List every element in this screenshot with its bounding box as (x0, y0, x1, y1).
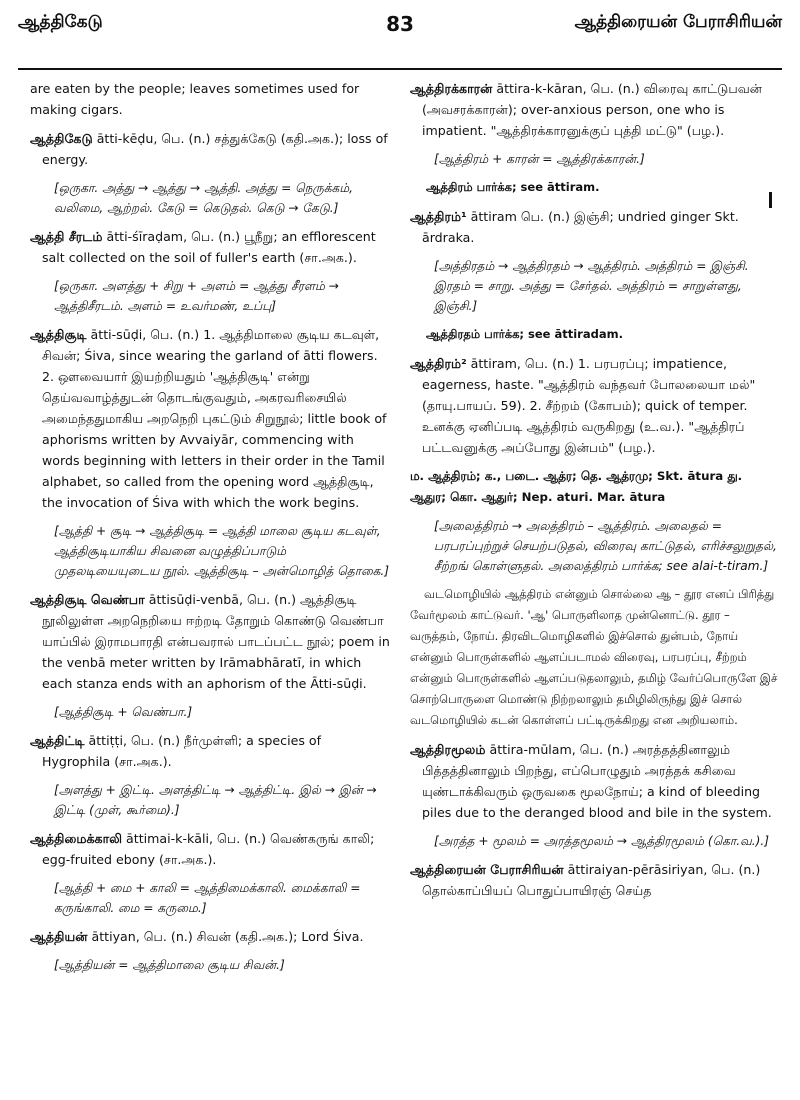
entry-body: āttira-mūlam, பெ. (n.) அரத்தத்தினாலும் பித்தத்தினாலும் பிறந்து, எப்பொழுதும் அரத்தக் கசிவை யுண்டாக்கிவரும் ஒருவகை மூலநோய்; a kind of bleeding piles due to the deranged blood and bile in the system. (422, 742, 772, 820)
headword: ஆத்திரம்² (410, 356, 467, 371)
right-guide-word: ஆத்திரையன் பேராசிரியன் (574, 12, 782, 32)
etymology: [ஒருகா. அத்து → ஆத்து → ஆத்தி. அத்து = நெருக்கம், வலிமை, ஆற்றல். கேடு = கெடுதல். கெடு → கேடு.] (54, 181, 354, 215)
headword: ஆத்தி சீரடம் (30, 229, 103, 244)
margin-mark (769, 192, 772, 208)
entry (30, 589, 392, 694)
entry-body: āttira-k-kāran, பெ. (n.) விரைவு காட்டுபவன் (அவசரக்காரன்); over-anxious person, one who is impatient. "ஆத்திரக்காரனுக்குப் புத்தி மட்டு" (பழ.). (422, 81, 762, 138)
entry (410, 353, 780, 458)
page-header (18, 12, 782, 60)
headword: ஆத்தியன் (30, 929, 88, 944)
entry-body: āttiram பெ. (n.) இஞ்சி; undried ginger Skt. ārdraka. (422, 209, 739, 245)
etymology: [ஆத்திசூடி + வெண்பா.] (54, 705, 193, 719)
entry-body: āttiṭṭi, பெ. (n.) நீர்முள்ளி; a species of Hygrophila (சா.அக.). (42, 733, 322, 769)
etymology: [அளத்து + இட்டி. அளத்திட்டி → ஆத்திட்டி. இல் → இன் → இட்டி (முள், கூர்மை).] (54, 783, 377, 817)
entry-body: āttiraiyan-pērāsiriyan, பெ. (n.) தொல்காப்பியப் பொதுப்பாயிரஞ் செய்த (422, 862, 761, 898)
entry-body: āttisūḍi-venbā, பெ. (n.) ஆத்திசூடி நூலிலுள்ள அறநெறியை ஈற்றடி தோறும் கொண்டு வெண்பா யாப்பில் இராமபாரதி என்பவரால் பாடப்பட்ட நூல்; poem in the venbā meter written by Irāmabhāratī, in which each stanza ends with an aphorism of the Ātti-sūḍi. (42, 592, 390, 691)
headword: ஆத்திசூடி வெண்பா (30, 592, 145, 607)
cross-reference: ஆத்திரம் பார்க்க; see āttiram. (426, 180, 600, 194)
left-guide-word: ஆத்திகேடு (18, 12, 103, 32)
etymology: [ஆத்தியன் = ஆத்திமாலை சூடிய சிவன்.] (54, 958, 285, 972)
header-rule (18, 68, 782, 70)
page-number: 83 (386, 12, 414, 36)
headword: ஆத்திரம்¹ (410, 209, 467, 224)
entry-body: āttiram, பெ. (n.) 1. பரபரப்பு; impatience, eagerness, haste. "ஆத்திரம் வந்தவர் போலலையா மல்" (தாயு.பாயப். 59). 2. சீற்றம் (கோபம்); quick of temper. உனக்கு ஏனிப்படி ஆத்திரம் வருகிறது (உ.வ.). "ஆத்திரப் பட்டவனுக்கு அப்போது இன்பம்" (பழ.). (422, 356, 756, 455)
etymology: [ஒருகா. அளத்து + சிறு + அளம் = ஆத்து சீரளம் → ஆத்திசீரடம். அளம் = உவர்மண், உப்பு] (54, 279, 339, 313)
entry (30, 828, 392, 870)
entry (30, 324, 392, 513)
etymology: [அத்திரதம் → ஆத்திரதம் → ஆத்திரம். அத்திரம் = இஞ்சி. இரதம் = சாறு. அத்து = சேர்தல். அத்திரம் = சாறுள்ளது, இஞ்சி.] (434, 259, 749, 313)
cognates: ம. ஆத்திரம்; க., படை. ஆத்ர; தெ. ஆத்ரமு; Skt. ātura து. ஆதுர; கொ. ஆதுர்; Nep. aturi. Mar. ātura (410, 469, 743, 504)
entry (30, 128, 392, 170)
etymology: [ஆத்தி + மை + காலி = ஆத்திமைக்காலி. மைக்காலி = கருங்காலி. மை = கருமை.] (54, 881, 361, 915)
entry (30, 226, 392, 268)
continued-text: are eaten by the people; leaves sometimes used for making cigars. (30, 81, 360, 117)
entry-body: āttimai-k-kāli, பெ. (n.) வெண்கருங் காலி; egg-fruited ebony (சா.அக.). (42, 831, 375, 867)
cross-reference: ஆத்திரதம் பார்க்க; see āttiradam. (426, 327, 623, 341)
left-column (30, 78, 392, 983)
etymology: [அலைத்திரம் → அலத்திரம் – ஆத்திரம். அலைதல் = பரபரப்புற்றுச் செயற்படுதல், விரைவு காட்டுதல், எரிச்சலுறுதல், சீற்றங் கொள்ளுதல். அலைத்திரம் பார்க்க; see alai-t-tiram.] (434, 519, 777, 573)
etymology: [ஆத்திரம் + காரன் = ஆத்திரக்காரன்.] (434, 152, 645, 166)
entry (30, 730, 392, 772)
entry (410, 206, 780, 248)
entry-body: ātti-kēḍu, பெ. (n.) சத்துக்கேடு (கதி.அக.); loss of energy. (42, 131, 388, 167)
entry-body: āttiyan, பெ. (n.) சிவன் (கதி.அக.); Lord Śiva. (91, 929, 364, 944)
etymology: [ஆத்தி + சூடி → ஆத்திசூடி = ஆத்தி மாலை சூடிய கடவுள், ஆத்திசூடியாகிய சிவனை வழுத்திப்பாடும் முதலடியையுடைய நூல். ஆத்திசூடி – அன்மொழித் தொகை.] (54, 524, 390, 578)
entry (410, 78, 780, 141)
headword: ஆத்திமைக்காலி (30, 831, 123, 846)
headword: ஆத்திரக்காரன் (410, 81, 493, 96)
headword: ஆத்திரையன் பேராசிரியன் (410, 862, 564, 877)
entry (410, 859, 780, 901)
entry (410, 739, 780, 823)
entry (30, 926, 392, 947)
headword: ஆத்திரமூலம் (410, 742, 486, 757)
headword: ஆத்திகேடு (30, 131, 93, 146)
etymology: [அரத்த + மூலம் = அரத்தமூலம் → ஆத்திரமூலம் (கொ.வ.).] (434, 834, 770, 848)
entry-body: ātti-sūḍi, பெ. (n.) 1. ஆத்திமாலை சூடிய கடவுள், சிவன்; Śiva, since wearing the garland of ātti flowers. 2. ஔவையார் இயற்றியதும் 'ஆத்திசூடி' என்று தெய்வவாழ்த்துடன் தொடங்குவதும், அகரவரிசையில் அமைந்ததுமாகிய அறநெறி புகட்டும் சிறுநூல்; little book of aphorisms written by Avvaiyār, commencing with words beginning with letters in their order in the Tamil alphabet, so called from the opening word ஆத்திசூடி, the invocation of Śiva with which the work begins. (42, 327, 387, 510)
entry-body: ātti-śīraḍam, பெ. (n.) பூநீறு; an efflorescent salt collected on the soil of fuller's earth (சா.அக.). (42, 229, 376, 265)
headword: ஆத்திசூடி (30, 327, 87, 342)
usage-note: வடமொழியில் ஆத்திரம் என்னும் சொல்லை ஆ – தூர எனப் பிரித்து வேர்மூலம் காட்டுவர். 'ஆ' பொருளிலாத முன்னொட்டு. தூர – வருத்தம், நோய். திரவிடமொழிகளில் இச்சொல் துன்பம், நோய் என்னும் பொருள்களில் ஆளப்படாமல் விரைவு, பரபரப்பு, சீற்றம் என்னும் பொருள்களில் ஆளப்படுதலாலும், தமிழ் வேர்ப்பொருளே இச் சொற்பொருளை மொண்டு நிற்றலாலும் தமிழிலிருந்து இச் சொல் வடமொழியில் கடன் கொள்ளப் பட்டிருக்கிறது என அறியலாம். (410, 587, 778, 727)
headword: ஆத்திட்டி (30, 733, 85, 748)
right-column (410, 78, 780, 909)
